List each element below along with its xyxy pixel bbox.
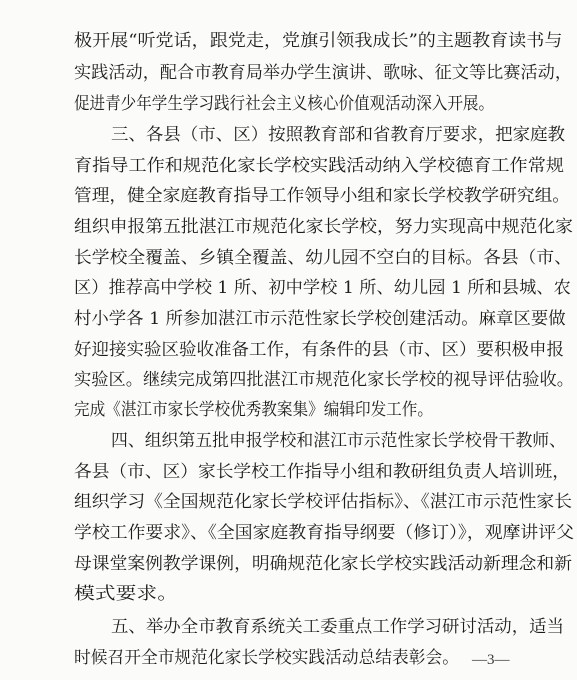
text-line-16: 组织学习《全国规范化家长学校评估指标》、《湛江市示范性家长 <box>74 492 572 512</box>
text-line-4: 三、各县（市、区）按照教育部和省教育厅要求，把家庭教 <box>111 125 565 145</box>
text-line-18: 母课堂案例教学课例，明确规范化家长学校实践活动新理念和新 <box>74 554 572 574</box>
text-line-14: 四、组织第五批申报学校和湛江市示范性家长学校骨干教师、 <box>111 431 566 451</box>
text-line-3: 促进青少年学生学习践行社会主义核心价值观活动深入开展。 <box>74 94 494 114</box>
text-line-1: 极开展“听党话，跟党走，党旗引领我成长”的主题教育读书与 <box>74 31 563 51</box>
text-line-19: 模式要求。 <box>74 584 178 604</box>
text-line-5: 育指导工作和规范化家长学校实践活动纳入学校德育工作常规 <box>74 156 564 176</box>
text-line-9: 区）推荐高中学校 1 所、初中学校 1 所、幼儿园 1 所和县城、农 <box>74 278 571 298</box>
text-line-8: 长学校全覆盖、乡镇全覆盖、幼儿园不空白的目标。各县（市、 <box>74 248 572 268</box>
text-line-21: 时候召开全市规范化家长学校实践活动总结表彰会。 <box>74 648 459 668</box>
text-line-15: 各县（市、区）家长学校工作指导小组和教研组负责人培训班， <box>74 462 570 482</box>
text-line-13: 完成《湛江市家长学校优秀教案集》编辑印发工作。 <box>74 400 433 420</box>
text-line-7: 组织申报第五批湛江市规范化家长学校，努力实现高中规范化家 <box>74 217 573 237</box>
text-line-20: 五、举办全市教育系统关工委重点工作学习研讨活动，适当 <box>111 617 564 637</box>
text-line-6: 管理，健全家庭教育指导工作领导小组和家长学校教学研究组。 <box>74 186 570 206</box>
text-line-17: 学校工作要求》、《全国家庭教育指导纲要（修订）》，观摩讲评父 <box>74 523 574 543</box>
page-number: —3— <box>472 652 510 668</box>
text-line-11: 好迎接实验区验收准备工作，有条件的县（市、区）要积极申报 <box>74 340 564 360</box>
text-line-10: 村小学各 1 所参加湛江市示范性家长学校创建活动。麻章区要做 <box>74 309 566 329</box>
text-line-12: 实验区。继续完成第四批湛江市规范化家长学校的视导评估验收。 <box>74 370 574 390</box>
text-line-2: 实践活动，配合市教育局举办学生演讲、歌咏、征文等比赛活动， <box>74 63 572 83</box>
